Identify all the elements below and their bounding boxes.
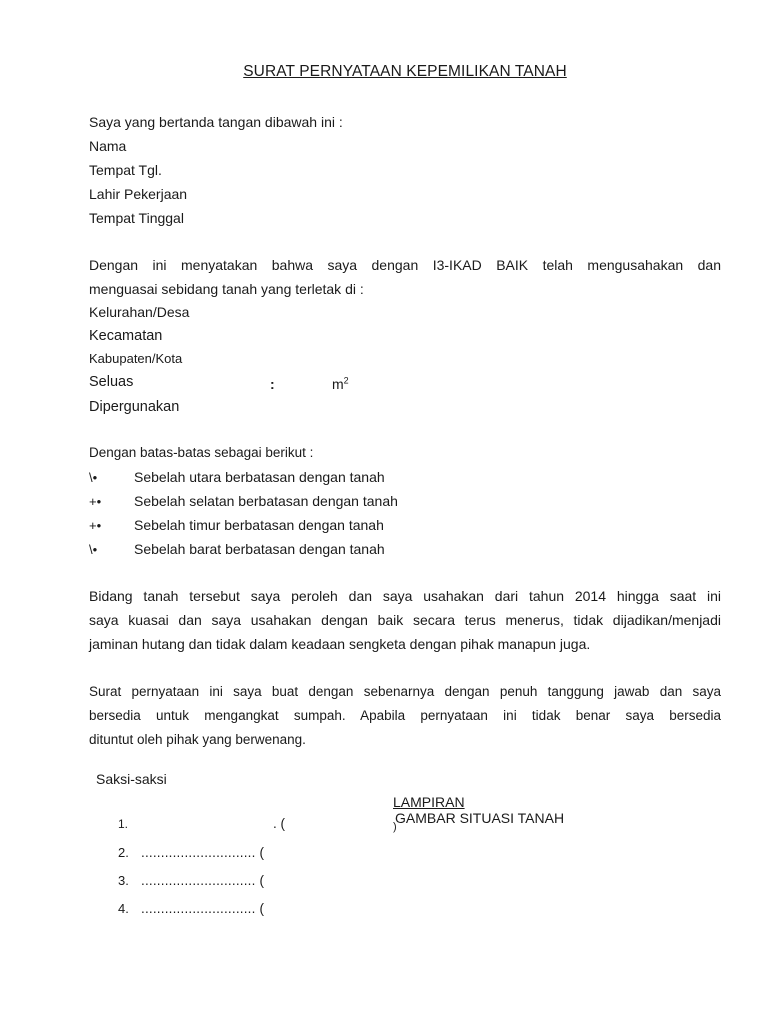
field-dipergunakan: Dipergunakan	[89, 399, 180, 415]
field-seluas: Seluas	[89, 374, 134, 390]
witness-num-2: 2.	[118, 845, 129, 860]
field-kelurahan: Kelurahan/Desa	[89, 304, 190, 320]
witness-num-3: 3.	[118, 873, 129, 888]
witness-dots-1: . (	[273, 816, 285, 831]
paragraph2-line-3: dituntut oleh pihak yang berwenang.	[89, 732, 306, 747]
border-mark-4: \•	[89, 542, 98, 557]
area-unit-sup: 2	[343, 375, 349, 386]
paragraph2-line-2: bersedia untuk mengangkat sumpah. Apabila pernyataan ini tidak benar saya bersedia	[89, 708, 721, 723]
area-unit-text: m	[332, 376, 344, 392]
paragraph2-line-1: Surat pernyataan ini saya buat dengan sebenarnya dengan penuh tanggung jawab dan saya	[89, 684, 721, 699]
witness-dots-4: ............................. (	[141, 901, 265, 916]
area-unit	[332, 376, 349, 392]
field-tempat-tgl: Tempat Tgl.	[89, 162, 162, 178]
field-tempat-tinggal: Tempat Tinggal	[89, 210, 184, 226]
statement-line-2: menguasai sebidang tanah yang terletak di :	[89, 281, 364, 297]
witness-dots-3: ............................. (	[141, 873, 265, 888]
area-colon: :	[270, 376, 275, 392]
witness-close-1: )	[393, 821, 397, 833]
field-kabupaten: Kabupaten/Kota	[89, 351, 183, 366]
border-text-north: Sebelah utara berbatasan dengan tanah	[134, 469, 385, 485]
witness-dots-2: ............................. (	[141, 845, 265, 860]
paragraph1-line-1: Bidang tanah tersebut saya peroleh dan saya usahakan dari tahun 2014 hingga saat ini	[89, 588, 721, 604]
border-mark-2: +•	[89, 494, 102, 509]
document-title: SURAT PERNYATAAN KEPEMILIKAN TANAH	[243, 63, 567, 80]
field-nama: Nama	[89, 138, 127, 154]
border-mark-3: +•	[89, 518, 102, 533]
statement-line-1: Dengan ini menyatakan bahwa saya dengan I3-IKAD BAIK telah mengusahakan dan	[89, 257, 721, 273]
witness-num-1: 1.	[118, 817, 129, 831]
witnesses-label: Saksi-saksi	[96, 771, 167, 787]
attachment-subtitle: GAMBAR SITUASI TANAH	[395, 810, 565, 826]
witness-num-4: 4.	[118, 901, 129, 916]
paragraph1-line-2: saya kuasai dan saya usahakan dengan baik secara terus menerus, tidak dijadikan/menjadi	[89, 612, 721, 628]
borders-intro: Dengan batas-batas sebagai berikut :	[89, 445, 314, 460]
attachment-title: LAMPIRAN	[393, 794, 465, 810]
border-text-west: Sebelah barat berbatasan dengan tanah	[134, 541, 385, 557]
border-text-east: Sebelah timur berbatasan dengan tanah	[134, 517, 384, 533]
field-lahir-pekerjaan: Lahir Pekerjaan	[89, 186, 188, 202]
border-mark-1: \•	[89, 470, 98, 485]
field-kecamatan: Kecamatan	[89, 328, 163, 344]
paragraph1-line-3: jaminan hutang dan tidak dalam keadaan sengketa dengan pihak manapun juga.	[89, 636, 591, 652]
border-text-south: Sebelah selatan berbatasan dengan tanah	[134, 493, 398, 509]
intro-text: Saya yang bertanda tangan dibawah ini :	[89, 114, 343, 130]
